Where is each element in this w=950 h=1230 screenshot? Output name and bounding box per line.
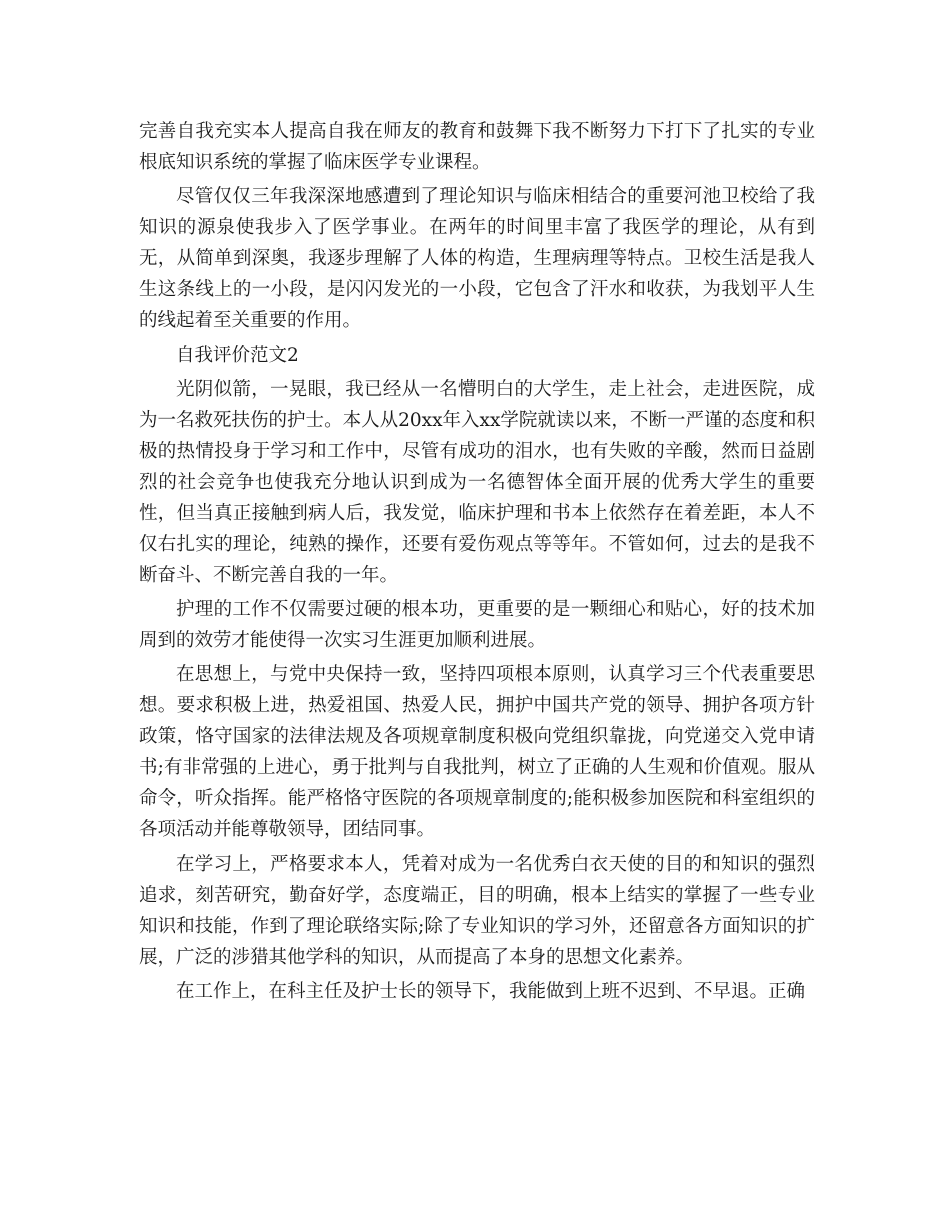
section-heading: 自我评价范文2 bbox=[176, 344, 299, 366]
paragraph-time-flies: 光阴似箭，一晃眼，我已经从一名懵明白的大学生，走上社会，走进医院，成为一名救死扶伤的护士。本人从20xx年入xx学院就读以来，不断一严谨的态度和积极的热情投身于学习和工作中，尽管有成功的泪水，也有失败的辛酸，然而日益剧烈的社会竞争也使我充分地认识到成为一名德智体全面开展的优秀大学生的重要性，但当真正接触到病人后，我发觉，临床护理和书本上依然存在着差距，本人不仅右扎实的理论，纯熟的操作，还要有爱伤观点等等年。不管如何，过去的是我不断奋斗、不断完善自我的一年。 bbox=[139, 378, 815, 586]
paragraph-work: 在工作上，在科主任及护士长的领导下，我能做到上班不迟到、不早退。正确 bbox=[176, 981, 806, 1003]
paragraph-nursing-work: 护理的工作不仅需要过硬的根本功，更重要的是一颗细心和贴心，好的技术加周到的效劳才能使得一次实习生涯更加顺利进展。 bbox=[139, 599, 815, 652]
document-body bbox=[139, 116, 815, 1010]
paragraph-health-school: 尽管仅仅三年我深深地感遭到了理论知识与临床相结合的重要河池卫校给了我知识的源泉使我步入了医学事业。在两年的时间里丰富了我医学的理论，从有到无，从简单到深奥，我逐步理解了人体的构造，生理病理等特点。卫校生活是我人生这条线上的一小段，是闪闪发光的一小段，它包含了汗水和收获，为我划平人生的线起着至关重要的作用。 bbox=[139, 186, 815, 332]
paragraph-study: 在学习上，严格要求本人，凭着对成为一名优秀白衣天使的目的和知识的强烈追求，刻苦研究，勤奋好学，态度端正，目的明确，根本上结实的掌握了一些专业知识和技能，作到了理论联络实际;除了专业知识的学习外，还留意各方面知识的扩展，广泛的涉猎其他学科的知识，从而提高了本身的思想文化素养。 bbox=[139, 853, 815, 968]
paragraph-continuation: 完善自我充实本人提高自我在师友的教育和鼓舞下我不断努力下打下了扎实的专业根底知识系统的掌握了临床医学专业课程。 bbox=[139, 121, 815, 173]
paragraph-ideology: 在思想上，与党中央保持一致，坚持四项根本原则，认真学习三个代表重要思想。要求积极上进，热爱祖国、热爱人民，拥护中国共产党的领导、拥护各项方针政策，恪守国家的法律法规及各项规章制度积极向党组织靠拢，向党递交入党申请书;有非常强的上进心，勇于批判与自我批判，树立了正确的人生观和价值观。服从命令，听众指挥。能严格恪守医院的各项规章制度的;能积极参加医院和科室组织的各项活动并能尊敬领导，团结同事。 bbox=[139, 664, 815, 841]
